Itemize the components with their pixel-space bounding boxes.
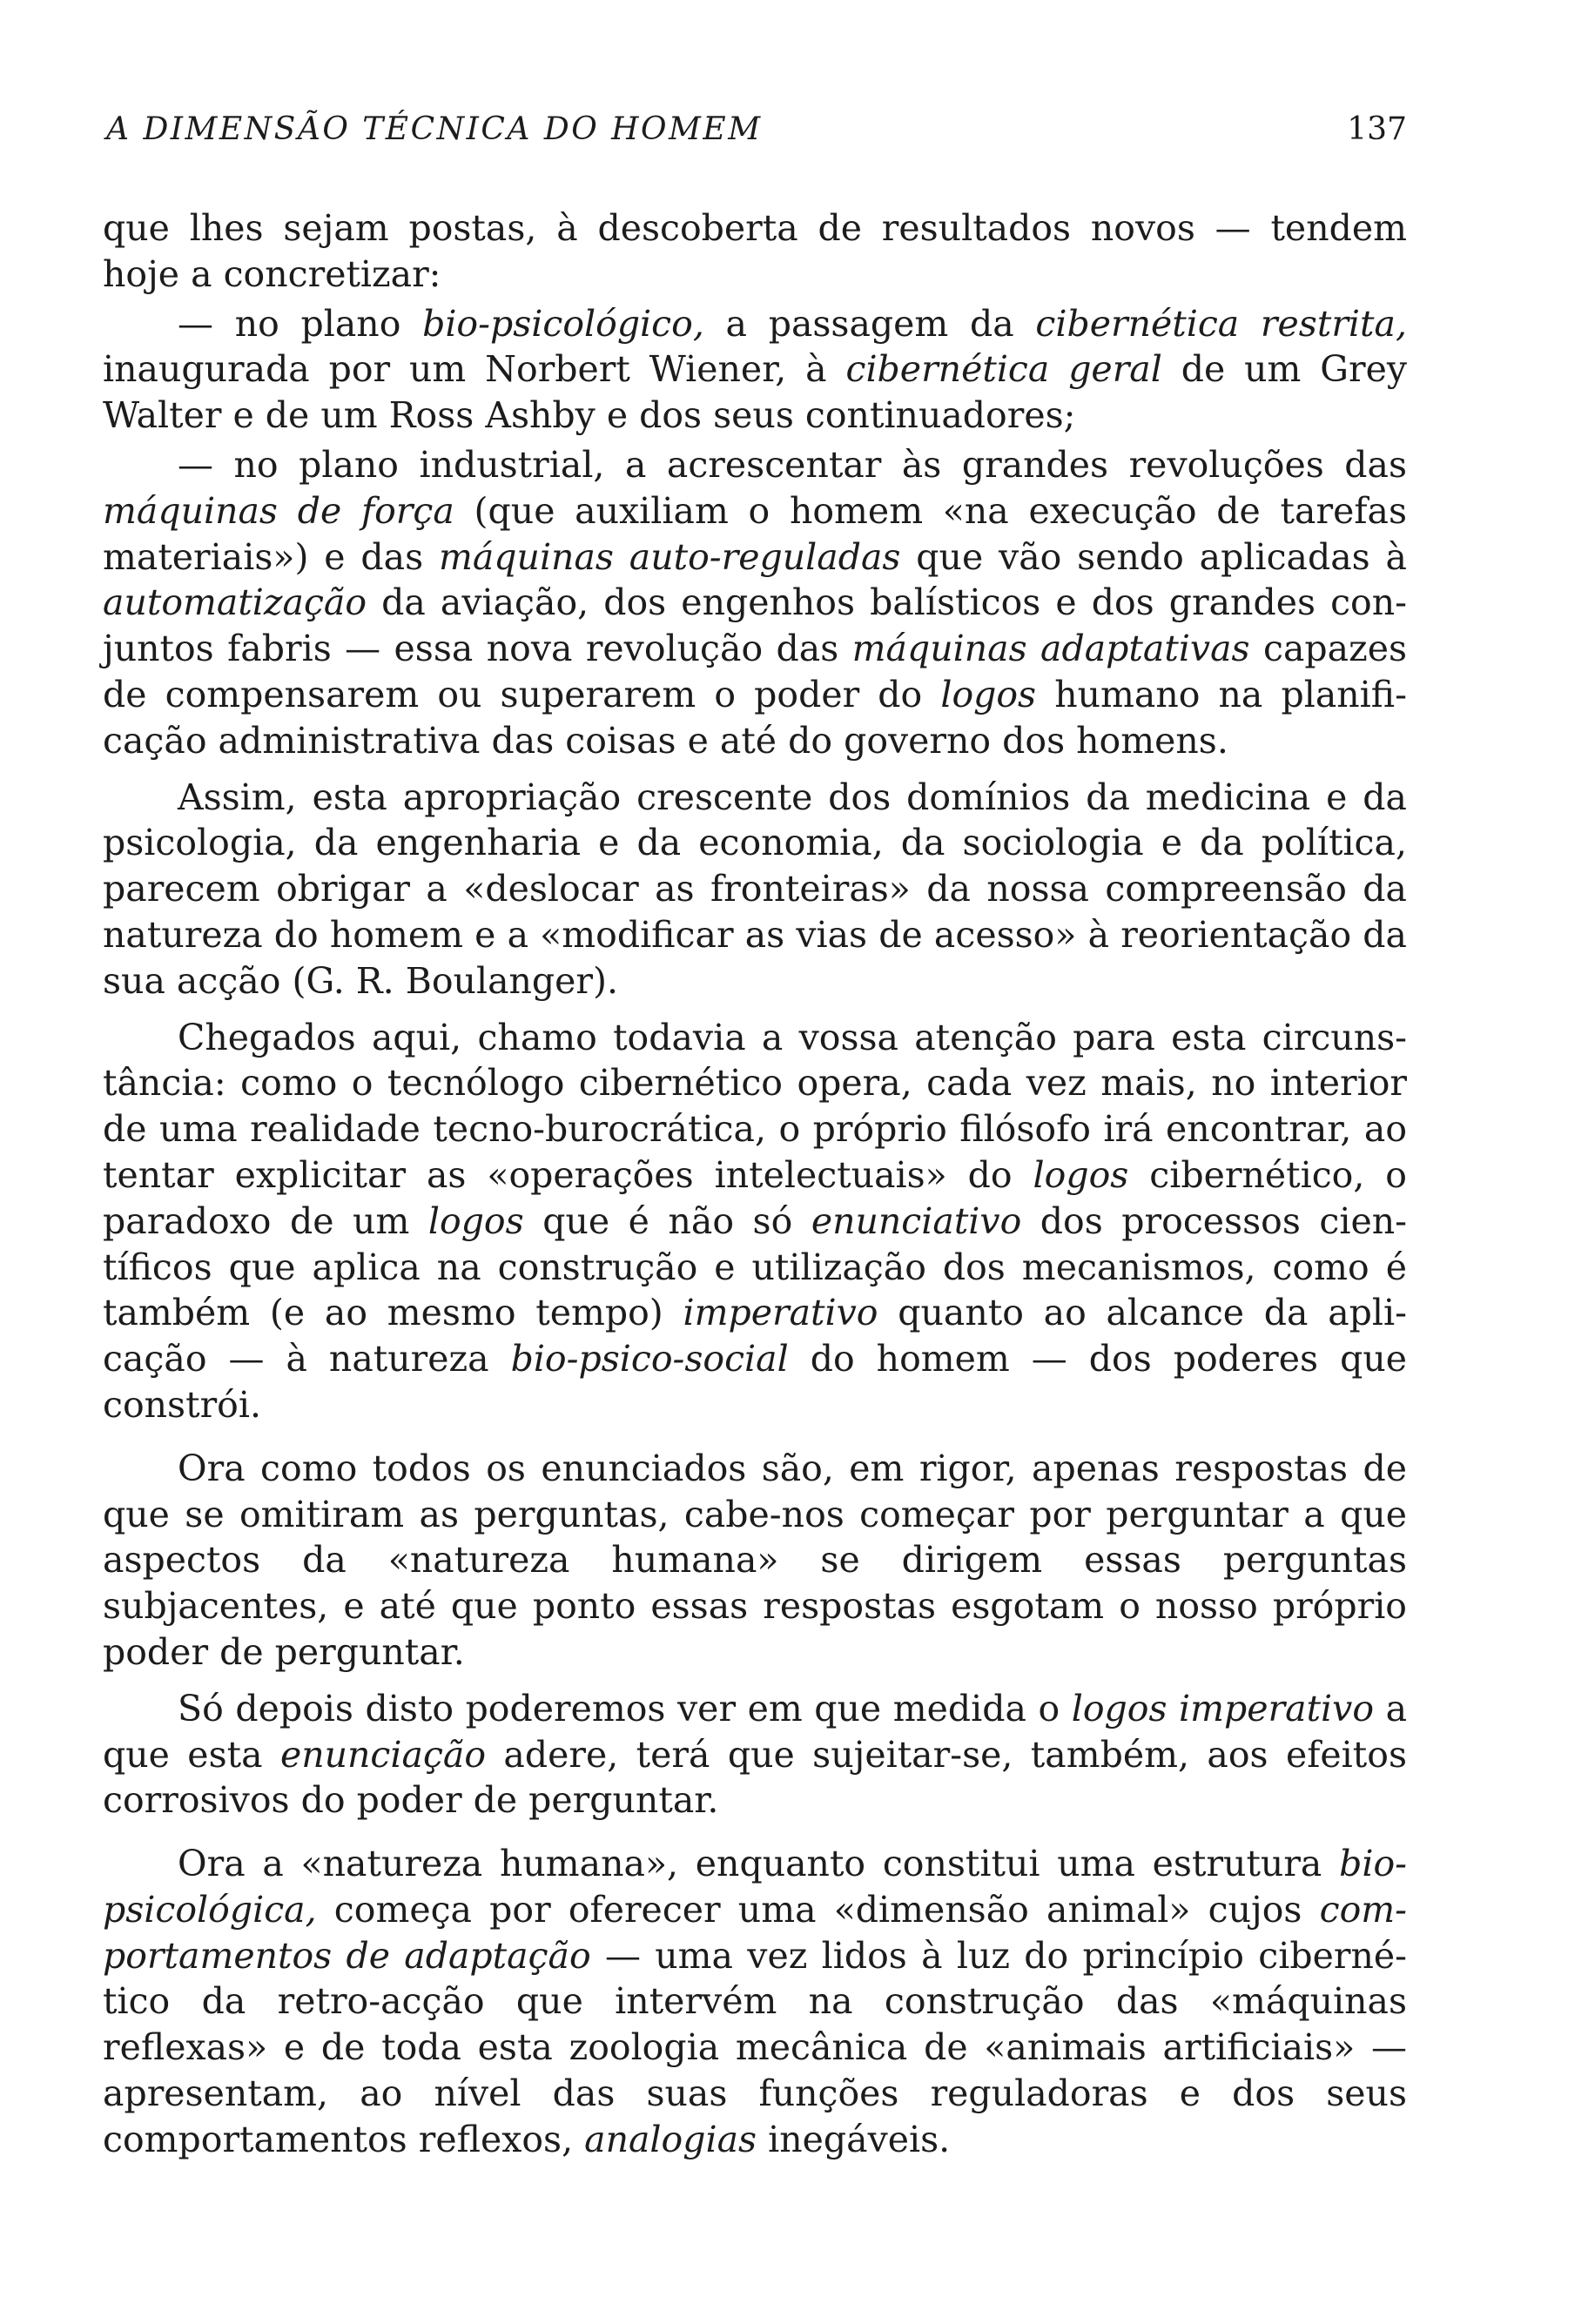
italic-term: cibernética geral xyxy=(845,348,1162,391)
paragraph-3 xyxy=(103,442,1407,764)
italic-term: logos xyxy=(940,673,1037,715)
paragraph-text: — no plano industrial, a acrescentar às grandes revoluções das xyxy=(178,443,1407,486)
paragraph-text: cibernético, o paradoxo de um xyxy=(103,1153,1407,1242)
paragraph-text: de um Grey Walter e de um Ross Ashby e dos seus continuadores; xyxy=(103,348,1407,437)
paragraph-4 xyxy=(103,775,1407,1004)
paragraph-text: — uma vez lidos à luz do princípio cibernético da retro-acção que intervém na construção das «máquinas reflexas» e de toda esta zoologia mecânica de «animais artificiais» — apresentam, ao nível das suas funções reguladoras e dos seus comportamentos reflexos, xyxy=(103,1934,1407,2160)
paragraph-text: começa por oferecer uma «dimensão animal» cujos xyxy=(316,1888,1320,1931)
running-title: A DIMENSÃO TÉCNICA DO HOMEM xyxy=(106,111,763,147)
paragraph-8 xyxy=(103,1841,1407,2163)
italic-term: bio-psico-social xyxy=(510,1338,789,1380)
italic-term: máquinas auto-reguladas xyxy=(438,535,901,578)
body-text xyxy=(103,205,1407,2163)
paragraph-text: inegáveis. xyxy=(757,2118,951,2160)
paragraph-text: que é não só xyxy=(523,1199,811,1242)
italic-term: cibernética restrita, xyxy=(1035,302,1407,345)
italic-term: bio-psicológico, xyxy=(422,302,704,345)
italic-term: comportamentos de adaptação xyxy=(103,1888,1407,1977)
italic-term: bio-psicológica, xyxy=(103,1843,1407,1931)
italic-term: enunciativo xyxy=(811,1199,1022,1242)
paragraph-text: quanto ao alcance da aplicação — à natureza xyxy=(103,1292,1407,1380)
paragraph-text: capazes de compensarem ou superarem o poder do xyxy=(103,628,1407,715)
paragraph-text: Chegados aqui, chamo todavia a vossa atenção para esta circunstância: como o tecnólogo cibernético opera, cada vez mais, no interior de uma realidade tecno-burocrática, o próprio filósofo irá encontrar, ao tentar explicitar as «operações intelectuais» do xyxy=(103,1016,1407,1196)
paragraph-text: Ora como todos os enunciados são, em rigor, apenas respostas de que se omitiram as perguntas, cabe-nos começar por perguntar a que aspectos da «natureza humana» se dirigem essas perguntas subjacentes, e até que ponto essas respostas esgotam o nosso próprio poder de perguntar. xyxy=(103,1447,1407,1673)
paragraph-text: que lhes sejam postas, à descoberta de resultados novos — tendem hoje a concretizar: xyxy=(103,207,1407,295)
italic-term: máquinas de força xyxy=(103,489,454,532)
paragraph-text: dos processos científicos que aplica na construção e utilização dos mecanismos, como é também (e ao mesmo tempo) xyxy=(103,1199,1407,1334)
paragraph-text: a que esta xyxy=(103,1687,1408,1776)
paragraph-7 xyxy=(103,1686,1407,1824)
italic-term: logos imperativo xyxy=(1071,1687,1375,1730)
paragraph-text: do homem — dos poderes que constrói. xyxy=(103,1338,1407,1426)
paragraph-text: Só depois disto poderemos ver em que medida o xyxy=(178,1687,1072,1730)
paragraph-6 xyxy=(103,1446,1407,1676)
paragraph-2 xyxy=(103,301,1407,439)
paragraph-text: humano na planificação administrativa das coisas e até do governo dos homens. xyxy=(103,673,1407,762)
paragraph-5 xyxy=(103,1015,1407,1428)
page-number: 137 xyxy=(1347,111,1407,147)
italic-term: enunciação xyxy=(279,1733,487,1776)
paragraph-text: (que auxiliam o homem «na execução de tarefas materiais») e das xyxy=(103,489,1407,578)
italic-term: analogias xyxy=(584,2118,757,2160)
paragraph-1 xyxy=(103,205,1407,298)
paragraph-text: a passagem da xyxy=(703,302,1036,345)
italic-term: automatização xyxy=(103,581,367,624)
italic-term: imperativo xyxy=(683,1292,878,1334)
paragraph-text: Assim, esta apropriação crescente dos domínios da medicina e da psicologia, da engenharia e da economia, da sociologia e da política, parecem obrigar a «deslocar as fronteiras» da nossa compreensão da natureza do homem e a «modificar as vias de acesso» à reorientação da sua acção (G. R. Boulanger). xyxy=(103,776,1407,1002)
paragraph-text: — no plano xyxy=(178,302,423,345)
paragraph-text: inaugurada por um Norbert Wiener, à xyxy=(103,348,846,391)
paragraph-text: adere, terá que sujeitar-se, também, aos efeitos corrosivos do poder de perguntar. xyxy=(103,1733,1407,1822)
paragraph-text: que vão sendo aplicadas à xyxy=(900,535,1407,578)
running-head xyxy=(106,111,1407,160)
paragraph-text: Ora a «natureza humana», enquanto constitui uma estrutura xyxy=(178,1843,1340,1885)
paragraph-text: da aviação, dos engenhos balísticos e dos grandes conjuntos fabris — essa nova revolução das xyxy=(103,581,1407,670)
italic-term: máquinas adaptativas xyxy=(851,628,1250,670)
italic-term: logos xyxy=(1033,1153,1129,1196)
italic-term: logos xyxy=(427,1199,524,1242)
